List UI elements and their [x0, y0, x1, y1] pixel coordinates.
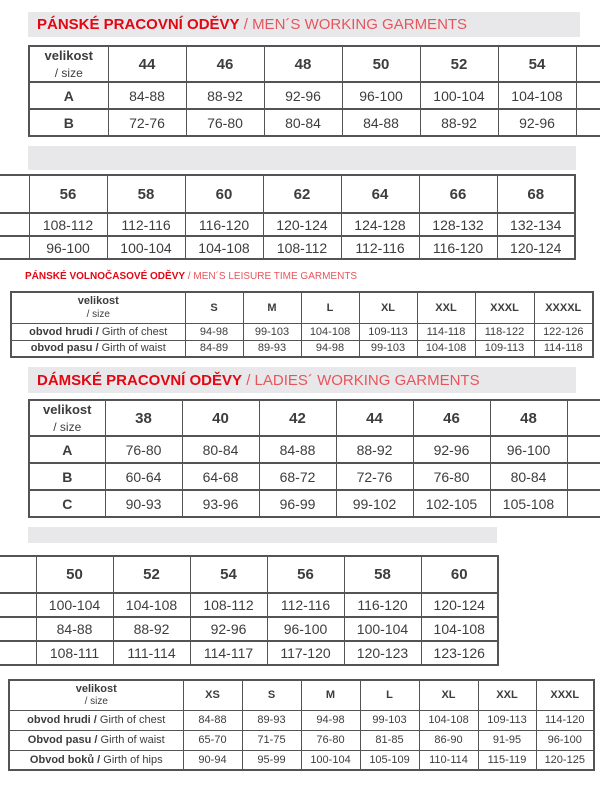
data-cell	[0, 213, 29, 236]
data-cell: 90-93	[105, 490, 182, 517]
header-cell: 60	[185, 175, 263, 213]
size-label-line2: / size	[53, 420, 82, 434]
row-label-english: Girth of waist	[100, 734, 165, 746]
mens-working-size-table-2	[0, 174, 576, 260]
data-cell: 80-84	[182, 436, 259, 463]
data-cell: 122-126	[534, 323, 593, 340]
header-cell: S	[242, 680, 301, 710]
data-cell: 71-75	[242, 730, 301, 750]
data-cell	[567, 490, 600, 517]
header-cell: XXXXL	[534, 292, 593, 323]
header-cell: 60	[421, 556, 498, 593]
data-cell: 109-113	[478, 710, 536, 730]
header-cell: S	[185, 292, 243, 323]
header-cell: 50	[342, 46, 420, 82]
header-row	[0, 556, 498, 593]
data-cell: 84-88	[342, 109, 420, 136]
data-cell: 94-98	[301, 710, 360, 730]
data-cell: 104-108	[417, 340, 475, 357]
data-cell: 68-72	[259, 463, 336, 490]
data-cell	[0, 593, 36, 617]
header-cell: 46	[186, 46, 264, 82]
section-title-czech: PÁNSKÉ VOLNOČASOVÉ ODĚVY	[25, 271, 186, 282]
data-cell: 72-76	[108, 109, 186, 136]
size-label-line2: / size	[86, 308, 110, 320]
data-cell: 104-108	[185, 236, 263, 259]
data-cell: 60-64	[105, 463, 182, 490]
header-cell	[0, 175, 29, 213]
table-row	[9, 750, 594, 770]
data-cell: 80-84	[264, 109, 342, 136]
header-cell	[29, 400, 105, 436]
data-cell: 108-112	[29, 213, 107, 236]
header-cell: 56	[29, 175, 107, 213]
data-cell: 100-104	[107, 236, 185, 259]
data-cell: 111-114	[113, 641, 190, 665]
data-cell: 105-109	[360, 750, 419, 770]
header-cell: 58	[107, 175, 185, 213]
data-cell: 92-96	[498, 109, 576, 136]
data-cell	[0, 236, 29, 259]
data-cell	[0, 641, 36, 665]
table-row	[0, 641, 498, 665]
header-cell: 38	[105, 400, 182, 436]
header-cell: 64	[341, 175, 419, 213]
header-cell: 48	[264, 46, 342, 82]
header-cell	[29, 46, 108, 82]
section-title-czech: PÁNSKÉ PRACOVNÍ ODĚVY	[37, 16, 240, 33]
size-label-line1: velikost	[75, 682, 117, 695]
data-cell: 89-93	[243, 340, 301, 357]
header-cell	[9, 680, 183, 710]
header-cell: 48	[490, 400, 567, 436]
row-label-czech: obvod hrudi /	[29, 325, 102, 338]
data-cell	[9, 730, 183, 750]
header-row	[29, 400, 600, 436]
data-cell: 80-84	[490, 463, 567, 490]
header-cell: 40	[182, 400, 259, 436]
data-cell: 118-122	[475, 323, 534, 340]
mens-working-size-table-1	[28, 45, 600, 137]
table-row	[29, 463, 600, 490]
data-cell: 120-125	[536, 750, 594, 770]
data-cell: 86-90	[419, 730, 478, 750]
data-cell: 110-114	[419, 750, 478, 770]
data-cell: 100-104	[344, 617, 421, 641]
data-cell: 96-100	[536, 730, 594, 750]
section-title-bar-mens-working	[28, 12, 580, 37]
header-cell: 54	[498, 46, 576, 82]
data-cell: 90-94	[183, 750, 242, 770]
data-cell	[11, 323, 185, 340]
data-cell: 104-108	[498, 82, 576, 109]
data-cell: 65-70	[183, 730, 242, 750]
ladies-measurements-table	[8, 679, 595, 771]
header-cell: 52	[113, 556, 190, 593]
header-cell: 44	[108, 46, 186, 82]
data-cell: 99-102	[336, 490, 413, 517]
data-cell: 128-132	[419, 213, 497, 236]
data-cell: 84-88	[183, 710, 242, 730]
data-cell: 99-103	[360, 710, 419, 730]
data-cell: 114-118	[534, 340, 593, 357]
data-cell: 112-116	[267, 593, 344, 617]
data-cell: 132-134	[497, 213, 575, 236]
data-cell	[11, 340, 185, 357]
table-row	[11, 340, 593, 357]
data-cell	[0, 617, 36, 641]
header-cell: 52	[420, 46, 498, 82]
section-title-bar-ladies-working	[28, 367, 576, 393]
data-cell: 76-80	[301, 730, 360, 750]
data-cell: 108-111	[36, 641, 113, 665]
data-cell: 96-100	[490, 436, 567, 463]
table-row	[11, 323, 593, 340]
data-cell: 96-100	[267, 617, 344, 641]
section-title-separator: /	[239, 16, 253, 33]
data-cell: 92-96	[264, 82, 342, 109]
table-row	[29, 82, 600, 109]
data-cell: 94-98	[185, 323, 243, 340]
header-cell: XL	[359, 292, 417, 323]
header-row	[11, 292, 593, 323]
data-cell	[567, 436, 600, 463]
data-cell: 76-80	[186, 109, 264, 136]
data-cell: 115-119	[478, 750, 536, 770]
data-cell	[576, 109, 600, 136]
row-label-czech: Obvod boků /	[29, 753, 104, 766]
section-title-english: LADIES´ WORKING GARMENTS	[254, 371, 480, 389]
mens-leisure-size-table	[10, 291, 594, 358]
empty-section-bar	[28, 146, 576, 170]
table-row	[29, 436, 600, 463]
header-cell: 62	[263, 175, 341, 213]
data-cell: 108-112	[190, 593, 267, 617]
header-cell: XXXL	[475, 292, 534, 323]
data-cell: 84-88	[108, 82, 186, 109]
data-cell: 124-128	[341, 213, 419, 236]
header-cell: 66	[419, 175, 497, 213]
data-cell: 76-80	[413, 463, 490, 490]
header-cell: 42	[259, 400, 336, 436]
data-cell: 100-104	[301, 750, 360, 770]
table-row	[9, 730, 594, 750]
data-cell: 93-96	[182, 490, 259, 517]
header-cell: 68	[497, 175, 575, 213]
data-cell: 120-124	[497, 236, 575, 259]
row-label-czech: obvod hrudi /	[27, 714, 100, 726]
data-cell: 96-100	[29, 236, 107, 259]
data-cell: 88-92	[186, 82, 264, 109]
data-cell: 72-76	[336, 463, 413, 490]
data-cell: 100-104	[36, 593, 113, 617]
data-cell: 123-126	[421, 641, 498, 665]
ladies-working-size-table-2	[0, 555, 499, 666]
row-label-english: Girth of chest	[99, 714, 166, 726]
header-cell: XS	[183, 680, 242, 710]
data-cell: 116-120	[344, 593, 421, 617]
table-row	[9, 710, 594, 730]
header-cell	[0, 556, 36, 593]
row-label-english: Girth of waist	[101, 342, 166, 355]
header-cell: M	[301, 680, 360, 710]
header-cell: 56	[267, 556, 344, 593]
header-cell: L	[301, 292, 359, 323]
row-label-czech: obvod pasu /	[30, 342, 102, 355]
data-cell: 89-93	[242, 710, 301, 730]
header-row	[0, 175, 575, 213]
data-cell: 120-124	[263, 213, 341, 236]
data-cell: 114-120	[536, 710, 594, 730]
header-cell: XXL	[417, 292, 475, 323]
header-row	[9, 680, 594, 710]
data-cell: 92-96	[190, 617, 267, 641]
data-cell: 76-80	[105, 436, 182, 463]
row-label-english: Girth of chest	[101, 325, 168, 338]
section-title-english: MEN´S WORKING GARMENTS	[252, 16, 468, 33]
header-cell: 44	[336, 400, 413, 436]
data-cell: 114-118	[417, 323, 475, 340]
data-cell: 84-88	[259, 436, 336, 463]
header-cell: M	[243, 292, 301, 323]
data-cell: 112-116	[341, 236, 419, 259]
header-cell: 54	[190, 556, 267, 593]
data-cell: 95-99	[242, 750, 301, 770]
data-cell: 88-92	[420, 109, 498, 136]
header-cell	[576, 46, 600, 82]
data-cell: 112-116	[107, 213, 185, 236]
data-cell	[576, 82, 600, 109]
header-cell: XXL	[478, 680, 536, 710]
section-title-mens-leisure	[25, 271, 357, 283]
data-cell: 104-108	[113, 593, 190, 617]
data-cell: 116-120	[419, 236, 497, 259]
data-cell: B	[29, 109, 108, 136]
size-label-line1: velikost	[44, 48, 93, 63]
data-cell: 116-120	[185, 213, 263, 236]
data-cell: 96-100	[342, 82, 420, 109]
data-cell: 81-85	[360, 730, 419, 750]
data-cell: 92-96	[413, 436, 490, 463]
table-row	[29, 109, 600, 136]
data-cell: 109-113	[359, 323, 417, 340]
data-cell: 88-92	[113, 617, 190, 641]
data-cell: 84-89	[185, 340, 243, 357]
header-cell: 46	[413, 400, 490, 436]
header-cell: XL	[419, 680, 478, 710]
data-cell: B	[29, 463, 105, 490]
data-cell: 104-108	[301, 323, 359, 340]
table-row	[0, 593, 498, 617]
size-label-line1: velikost	[43, 402, 92, 417]
header-cell: 50	[36, 556, 113, 593]
ladies-working-size-table-1	[28, 399, 600, 518]
data-cell: 114-117	[190, 641, 267, 665]
data-cell: 64-68	[182, 463, 259, 490]
data-cell: 96-99	[259, 490, 336, 517]
table-row	[0, 617, 498, 641]
data-cell: C	[29, 490, 105, 517]
data-cell: 104-108	[419, 710, 478, 730]
size-label-line2: / size	[84, 696, 108, 708]
header-cell: XXXL	[536, 680, 594, 710]
data-cell	[567, 463, 600, 490]
row-label-czech: Obvod pasu /	[27, 734, 101, 746]
section-title-separator: /	[242, 371, 255, 389]
data-cell: 117-120	[267, 641, 344, 665]
data-cell: 99-103	[243, 323, 301, 340]
data-cell: 109-113	[475, 340, 534, 357]
table-row	[0, 213, 575, 236]
data-cell: A	[29, 82, 108, 109]
header-row	[29, 46, 600, 82]
header-cell	[567, 400, 600, 436]
data-cell: 108-112	[263, 236, 341, 259]
header-cell: L	[360, 680, 419, 710]
data-cell: 102-105	[413, 490, 490, 517]
data-cell	[9, 710, 183, 730]
size-label-line2: / size	[54, 66, 83, 80]
data-cell	[9, 750, 183, 770]
empty-section-bar	[28, 527, 497, 543]
data-cell: 99-103	[359, 340, 417, 357]
size-label-line1: velikost	[77, 295, 119, 308]
data-cell: 84-88	[36, 617, 113, 641]
section-title-czech: DÁMSKÉ PRACOVNÍ ODĚVY	[37, 371, 243, 389]
data-cell: 105-108	[490, 490, 567, 517]
section-title-separator: /	[185, 271, 194, 282]
row-label-english: Girth of hips	[103, 753, 163, 766]
data-cell: 104-108	[421, 617, 498, 641]
section-title-english: MEN´S LEISURE TIME GARMENTS	[193, 271, 358, 282]
data-cell: 91-95	[478, 730, 536, 750]
header-cell	[11, 292, 185, 323]
table-row	[29, 490, 600, 517]
data-cell: 100-104	[420, 82, 498, 109]
data-cell: 94-98	[301, 340, 359, 357]
data-cell: 88-92	[336, 436, 413, 463]
data-cell: 120-123	[344, 641, 421, 665]
data-cell: A	[29, 436, 105, 463]
header-cell: 58	[344, 556, 421, 593]
table-row	[0, 236, 575, 259]
data-cell: 120-124	[421, 593, 498, 617]
